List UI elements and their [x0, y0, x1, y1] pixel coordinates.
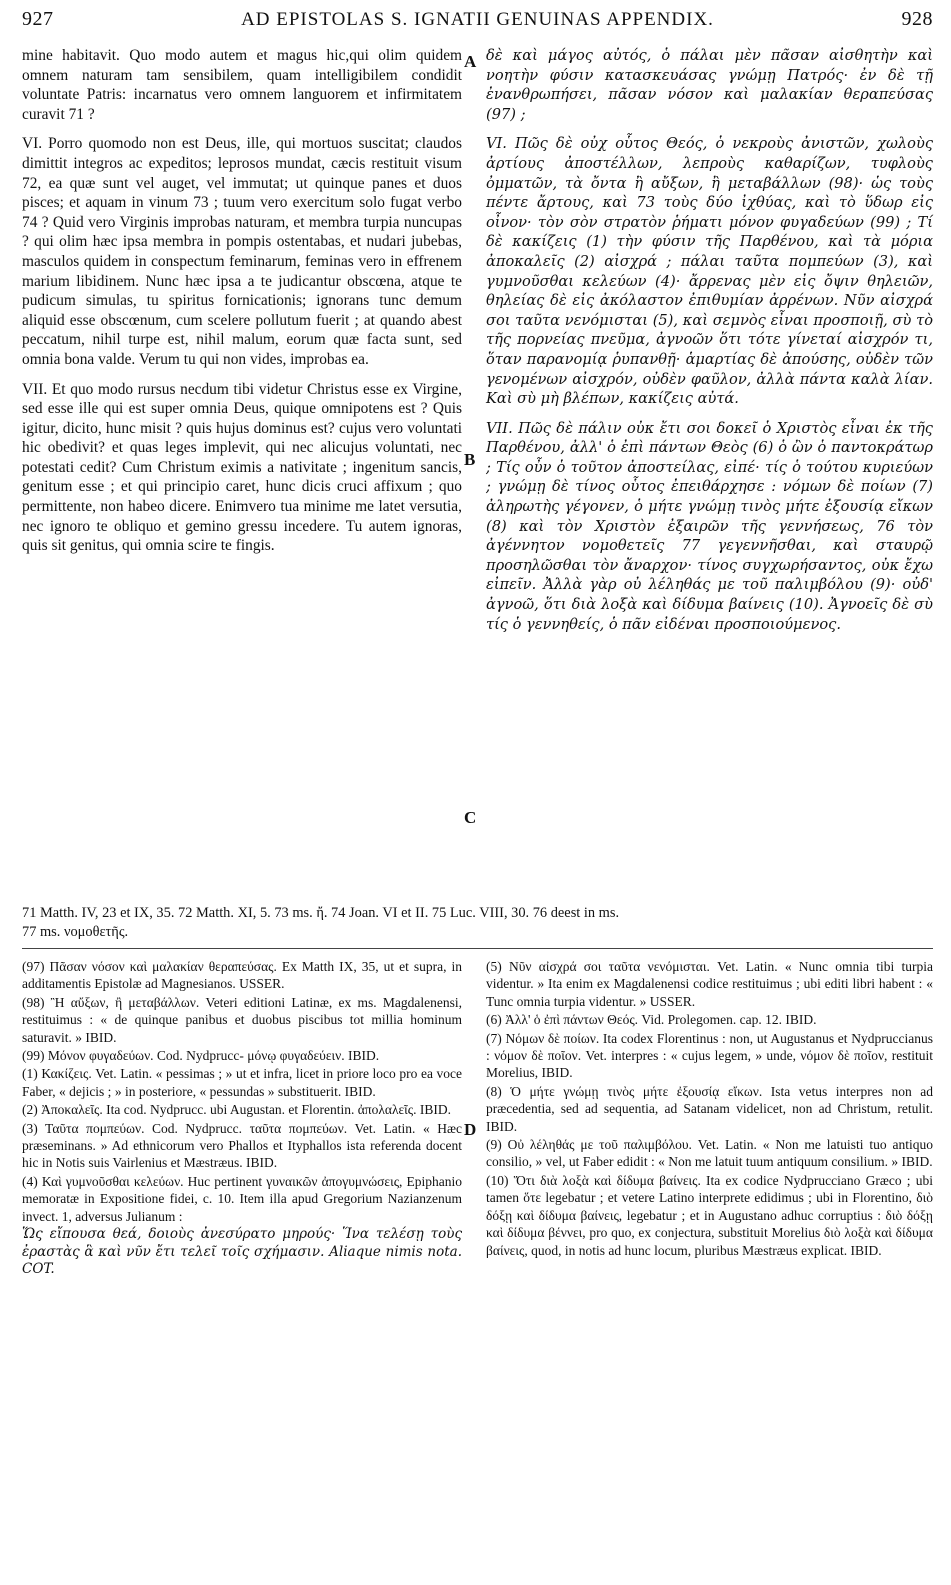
footnote: (8) Ὁ μήτε γνώμῃ τινὸς μήτε ἐξουσίᾳ εἴκων. Ista vetus interpres non ad præcedentia, sed ad sequentia, ad Satanam videlicet, non ad Christum, retulit. IBID. [486, 1083, 933, 1134]
reference-notes [22, 904, 933, 942]
margin-marker: A [464, 52, 477, 71]
footnote: (98) Ἢ αὔξων, ἢ μεταβάλλων. Veteri editioni Latinæ, ex ms. Magdalenensi, restituimus : « de quinque panibus et duobus piscibus tot millia hominum saturavit. » IBID. [22, 994, 462, 1045]
margin-marker: B [464, 450, 476, 469]
margin-marker: D [464, 1120, 477, 1139]
greek-paragraph: VII. Πῶς δὲ πάλιν οὐκ ἔτι σοι δοκεῖ ὁ Χριστὸς εἶναι ἐκ τῆς Παρθένου, ἀλλ' ὁ ἐπὶ πάντων Θεὸς (6) ὁ ὢν ὁ παντοκράτωρ ; Τίς οὖν ὁ τοῦτον ἀποστείλας, εἰπέ· τίς ὁ τούτου κυριεύων ; γνώμῃ δὲ τίνος οὗτος ἐπειθάρχησε : νόμων δὲ ποίων (7) ἀληρωτὴς γέγονεν, ὁ μήτε γνώμῃ τινὸς μήτε ἐξουσίᾳ εἴκων (8) καὶ τὸν Χριστὸν ἐξαιρῶν τῆς γεννήσεως, 76 τὸν ἀγέννητον νομοθετεῖς 77 γεγεννῆσθαι, καὶ σταυρῷ προσηλῶσθαι τὸν ἄναρχον· τίνος συγχωρήσαντος, οὐκ ἔχω εἰπεῖν. Ἀλλὰ γὰρ οὐ λέληθάς με τοῦ παλιμβόλου (9)· οὐδ' ἀγνοῶ, ὅτι διὰ λοξὰ καὶ δίδυμα βαίνεις (10). Ἀγνοεῖς δὲ σὺ τίς ὁ γεννηθείς, ὁ πᾶν εἰδέναι προσποιούμενος. [486, 419, 933, 633]
footnote: (2) Ἀποκαλεῖς. Ita cod. Nydprucc. ubi Augustan. et Florentin. ἀπολαλεῖς. IBID. [22, 1102, 452, 1118]
footnotes-right [486, 958, 933, 1260]
footnotes-left [22, 958, 462, 1279]
footnote-quote: Ὥς εἴπουσα θεά, δοιοὺς ἀνεσύρατο μηρούς· Ἵνα τελέσῃ τοὺς ἐραστὰς ἃ καὶ νῦν ἔτι τελεῖ τοῖς σχήμασιν. Aliaque nimis nota. COT. [22, 1226, 462, 1277]
reference-line: 77 ms. νομοθετῆς. [22, 924, 129, 940]
footnote: (1) Κακίζεις. Vet. Latin. « pessimas ; » ut et infra, licet in priore loco pro ea voce Faber, « dejicis ; » in posteriore, « pessundas » substituerit. IBID. [22, 1066, 462, 1099]
page-header [22, 8, 933, 36]
right-page-number: 928 [901, 8, 933, 30]
footnote: (5) Νῦν αἰσχρά σοι ταῦτα νενόμισται. Vet. Latin. « Nunc omnia tibi turpia videntur. » Ita enim ex Magdalenensi codice restituimus ; ubi editi libri habent : « Tunc omnia turpia videntur. » USSER. [486, 959, 933, 1009]
footnote: (4) Καὶ γυμνοῦσθαι κελεύων. Huc pertinent γυναικῶν ἀπογυμνώσεις, Epiphanio memoratæ in Expositione fidei, c. 10. Item illa apud Gregorium Nazianzenum invect. 1, adversus Julianum : [22, 1173, 462, 1224]
greek-paragraph: δὲ καὶ μάγος αὐτός, ὁ πάλαι μὲν πᾶσαν αἰσθητὴν καὶ νοητὴν φύσιν κατασκευάσας γνώμῃ Πατρός· ἐν δὲ τῇ ἐνανθρωπήσει, πᾶσαν νόσον καὶ μαλακίαν θεραπεύσας (97) ; [486, 47, 933, 123]
latin-column [22, 46, 462, 556]
latin-paragraph: VI. Porro quomodo non est Deus, ille, qui mortuos suscitat; claudos dimittit integros ac expeditos; leprosos mundat, cæcis restituit visum 72, ea quæ sunt vel auget, vel immutat; ut quinque panes et duos pisces; et aquam in vinum 73 ; tuum vero exercitum solo fugat verbo 74 ? Quid vero Virginis improbas naturam, et membra turpia nuncupas ? qui olim hæc ipsa membra in pompis ostentabas, et nudari jubebas, masculos quidem in conspectum feminarum, feminas vero in effrenem marium libidinem. Nunc hæc ipsa a te judicantur obscœna, atque te pudicum simulas, tu spiritus fornicationis; ignorans tunc demum aliquid esse obscœnum, cum scelere pollutum fuerit ; at quando abest peccatum, nihil turpe est, nihil malum, eorum quæ facta sunt, sed omnia bona valde. Verum tu qui non vides, improbas ea. [22, 135, 462, 368]
latin-paragraph: VII. Et quo modo rursus necdum tibi videtur Christus esse ex Virgine, sed esse ille qui est super omnia Deus, quique omnipotens est ? Quis igitur, dicito, hunc misit ? quis hujus dominus est? cujus vero voluntati hic obedivit? et quas leges implevit, qui nec alicujus voluntati, nec potestati cedit? Cum Christum eximis a nativitate ; ingenitum sancis, genitum esse ; et qui principio caret, hunc dicis cruci affixum ; quo permittente, non habeo dicere. Enimvero tua minime me latet versutia, nec ignoro te obliquo et gemino gressu incedere. Tu autem ignoras, quis sit genitus, qui omnia scire te fingis. [22, 380, 462, 555]
margin-marker: C [464, 808, 477, 827]
left-page-number: 927 [22, 8, 54, 30]
footnote: (6) Ἀλλ' ὁ ἐπὶ πάντων Θεός. Vid. Prolegomen. cap. 12. IBID. [486, 1012, 817, 1028]
reference-line: 71 Matth. IV, 23 et IX, 35. 72 Matth. XI, 5. 73 ms. ἤ. 74 Joan. VI et II. 75 Luc. VIII, 30. 76 deest in ms. [22, 905, 620, 921]
footnote: (7) Νόμων δὲ ποίων. Ita codex Florentinus : non, ut Augustanus et Nydpruccianus : νόμον δὲ ποῖον. Vet. interpres : « cujus legem, » unde, νόμον δὲ ποῖον, restituit Morelius, IBID. [486, 1030, 933, 1081]
footnote: (3) Ταῦτα πομπεύων. Cod. Nydprucc. ταῦτα πομπεύων. Vet. Latin. « Hæc præseminans. » Ad ethnicorum vero Phallos et Ityphallos ista referenda docent hic in Notis suis Vairlenius et Mæstræus. IBID. [22, 1120, 462, 1171]
latin-paragraph: mine habitavit. Quo modo autem et magus hic,qui olim quidem omnem naturam tam sensibilem, quam intelligibilem condidit voluntate Patris: incarnatus vero omnem languorem et infirmitatem curavit 71 ? [22, 47, 462, 123]
greek-paragraph: VI. Πῶς δὲ οὐχ οὗτος Θεός, ὁ νεκροὺς ἀνιστῶν, χωλοὺς ἀρτίους ἀποστέλλων, λεπροὺς καθαρίζων, τυφλοὺς ὀμματῶν, τὰ ὄντα ἢ αὔξων, ἢ μεταβάλλων (98)· ὡς τοὺς πέντε ἄρτους, καὶ 73 τοὺς δύο ἰχθύας, καὶ τὸ ὕδωρ εἰς οἶνον· τὸν σὸν στρατὸν ῥήματι μόνον φυγαδεύων (99) ; Τί δὲ κακίζεις (1) τὴν φύσιν τῆς Παρθένου, καὶ τὰ μόρια ἀποκαλεῖς (2) αἰσχρά ; πάλαι ταῦτα πομπεύων (3), καὶ γυμνοῦσθαι κελεύων (4)· ἄρρενας μὲν εἰς ὄψιν θηλειῶν, θηλείας δὲ εἰς ἀκόλαστον ἐπιθυμίαν ἀρρένων. Νῦν αἰσχρά σοι ταῦτα νενόμισται (5), καὶ σεμνὸς εἶναι προσποιῇ, σὺ τὸ τῆς πορνείας πνεῦμα, ἀγνοῶν ὅτι τότε γίνεταί αἰσχρόν τι, ὅταν παρανομίᾳ ῥυπανθῇ· ἁμαρτίας δὲ ἀπούσης, οὐδὲν τῶν γενομένων αἰσχρόν, οὐδὲν φαῦλον, ἀλλὰ πάντα καλὰ λίαν. Καὶ σὺ μὴ βλέπων, κακίζεις αὐτά. [486, 135, 933, 408]
footnote: (10) Ὅτι διὰ λοξὰ καὶ δίδυμα βαίνεις. Ita ex codice Nydprucciano Græco ; ubi tamen ὅτε legebatur ; et vetere Latino interprete edidimus ; ubi in Florentino, διὸ δόξῃ καὶ δίδυμα βαίνεις, legebatur ; et in Augustano adhuc corruptius : διὸ δόξῃ καὶ δίδυμα βέννει, pro quo, ex conjectura, substituit Morelius διὸ λοξὰ καὶ δίδυμα βαίνεις, quod, in notis ad hunc locum, pluribus Mæstræus explicat. IBID. [486, 1172, 933, 1258]
footnote: (97) Πᾶσαν νόσον καὶ μαλακίαν θεραπεύσας. Ex Matth IX, 35, ut et supra, in additamentis Epistolæ ad Magnesianos. USSER. [22, 959, 462, 992]
running-title: AD EPISTOLAS S. IGNATII GENUINAS APPENDIX. [241, 9, 714, 30]
footnote: (99) Μόνον φυγαδεύων. Cod. Nydprucc- μόνῳ φυγαδεύειν. IBID. [22, 1048, 380, 1064]
footnote: (9) Οὐ λέληθάς με τοῦ παλιμβόλου. Vet. Latin. « Non me latuisti tuo antiquo consilio, » vel, ut Faber edidit : « Non me latuit tuum antiquum consilium. » IBID. [486, 1137, 933, 1170]
divider [22, 948, 933, 949]
greek-column [486, 46, 933, 634]
